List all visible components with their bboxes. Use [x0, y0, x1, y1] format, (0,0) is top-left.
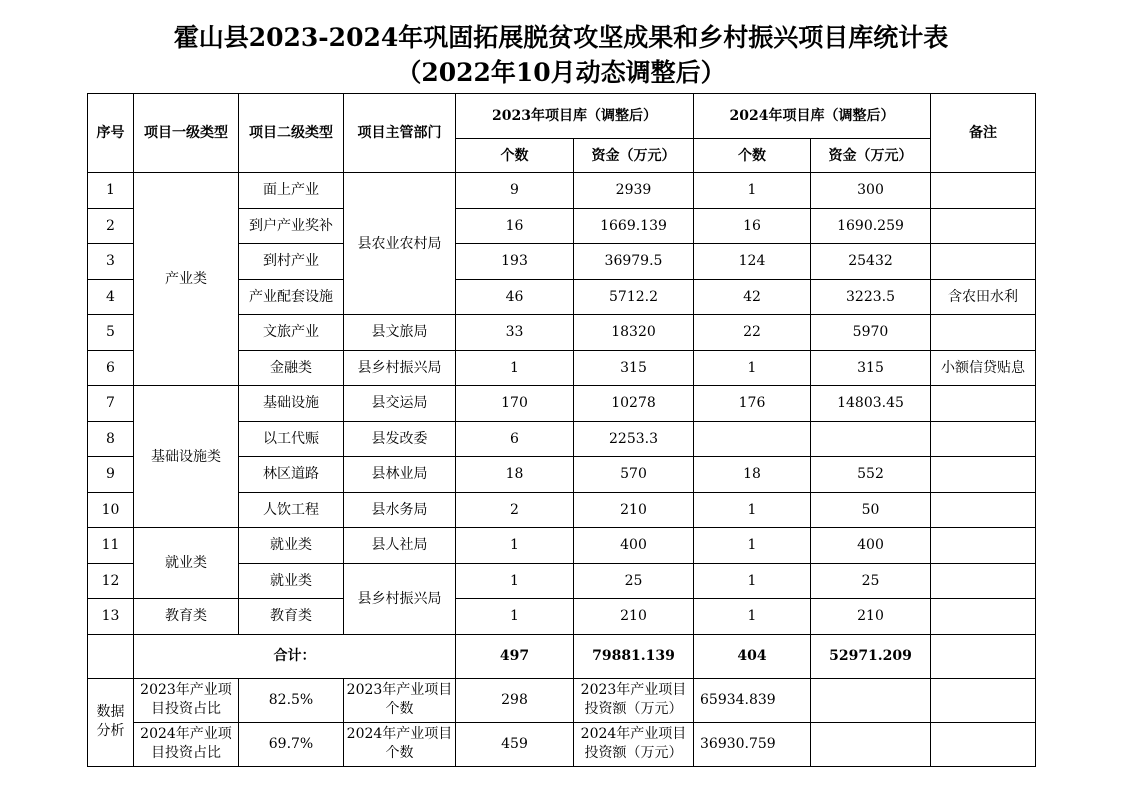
group-infra: 基础设施类: [134, 386, 239, 528]
analysis-count-value: 298: [456, 678, 574, 722]
header-2023-library: 2023年项目库（调整后）: [456, 94, 694, 139]
table-row: [88, 173, 1036, 209]
cell-fund-2024: 5970: [811, 315, 931, 351]
cell-seq: 13: [88, 599, 134, 635]
analysis-ratio-label: 2024年产业项目投资占比: [134, 722, 239, 766]
cell-fund-2024: 400: [811, 528, 931, 564]
cell-type2: 人饮工程: [239, 492, 344, 528]
total-row: [88, 634, 1036, 678]
header-level1-type: 项目一级类型: [134, 94, 239, 173]
cell-seq: 7: [88, 386, 134, 422]
header-row: [88, 94, 1036, 139]
cell-count-2023: 9: [456, 173, 574, 209]
cell-fund-2023: 210: [574, 599, 694, 635]
dept-rural: 县乡村振兴局: [344, 350, 456, 386]
total-count-2023: 497: [456, 634, 574, 678]
cell-fund-2023: 36979.5: [574, 244, 694, 280]
cell-count-2024: 1: [694, 173, 811, 209]
cell-type2: 到村产业: [239, 244, 344, 280]
total-count-2024: 404: [694, 634, 811, 678]
cell-fund-2024: 1690.259: [811, 208, 931, 244]
cell-seq: 10: [88, 492, 134, 528]
cell-remark: [931, 421, 1036, 457]
cell-seq: 11: [88, 528, 134, 564]
cell-remark: [931, 492, 1036, 528]
dept-tourism: 县文旅局: [344, 315, 456, 351]
cell-type2: 就业类: [239, 528, 344, 564]
cell-fund-2023: 400: [574, 528, 694, 564]
analysis-label: 数据分析: [88, 678, 134, 766]
analysis-count-label: 2023年产业项目个数: [344, 678, 456, 722]
cell-fund-2023: 315: [574, 350, 694, 386]
header-2024-library: 2024年项目库（调整后）: [694, 94, 931, 139]
cell-count-2024: 1: [694, 599, 811, 635]
table-row: [88, 386, 1036, 422]
cell-fund-2023: 2939: [574, 173, 694, 209]
analysis-empty-b: [931, 678, 1036, 722]
group-industry: 产业类: [134, 173, 239, 386]
dept-agri: 县农业农村局: [344, 173, 456, 315]
header-remark: 备注: [931, 94, 1036, 173]
header-seq: 序号: [88, 94, 134, 173]
analysis-empty-b: [931, 722, 1036, 766]
dept-water: 县水务局: [344, 492, 456, 528]
cell-count-2024: 1: [694, 350, 811, 386]
header-level2-type: 项目二级类型: [239, 94, 344, 173]
total-fund-2023: 79881.139: [574, 634, 694, 678]
cell-fund-2023: 25: [574, 563, 694, 599]
cell-type2: 到户产业奖补: [239, 208, 344, 244]
analysis-amount-label: 2023年产业项目投资额（万元）: [574, 678, 694, 722]
cell-remark: [931, 208, 1036, 244]
cell-fund-2023: 5712.2: [574, 279, 694, 315]
cell-remark: [931, 528, 1036, 564]
cell-count-2023: 1: [456, 350, 574, 386]
analysis-empty-a: [811, 722, 931, 766]
cell-count-2023: 16: [456, 208, 574, 244]
analysis-amount-value: 36930.759: [694, 722, 811, 766]
header-2024-fund: 资金（万元）: [811, 139, 931, 173]
total-fund-2024: 52971.209: [811, 634, 931, 678]
cell-type2: 文旅产业: [239, 315, 344, 351]
cell-fund-2024: 50: [811, 492, 931, 528]
header-2024-count: 个数: [694, 139, 811, 173]
cell-seq: 9: [88, 457, 134, 493]
cell-seq: 1: [88, 173, 134, 209]
cell-fund-2024: 210: [811, 599, 931, 635]
cell-count-2023: 1: [456, 599, 574, 635]
cell-count-2024: 1: [694, 492, 811, 528]
cell-count-2024: 124: [694, 244, 811, 280]
cell-fund-2023: 210: [574, 492, 694, 528]
cell-fund-2023: 18320: [574, 315, 694, 351]
analysis-ratio-value: 69.7%: [239, 722, 344, 766]
header-department: 项目主管部门: [344, 94, 456, 173]
analysis-empty-a: [811, 678, 931, 722]
cell-count-2024: 1: [694, 528, 811, 564]
cell-fund-2024: [811, 421, 931, 457]
cell-fund-2023: 570: [574, 457, 694, 493]
cell-seq: 5: [88, 315, 134, 351]
cell-count-2024: 22: [694, 315, 811, 351]
analysis-amount-label: 2024年产业项目投资额（万元）: [574, 722, 694, 766]
cell-count-2023: 18: [456, 457, 574, 493]
cell-fund-2023: 2253.3: [574, 421, 694, 457]
cell-remark: [931, 244, 1036, 280]
analysis-row: [88, 678, 1036, 722]
page-subtitle: （2022年10月动态调整后）: [396, 58, 726, 87]
dept-rural-2: 县乡村振兴局: [344, 563, 456, 634]
cell-type2: 林区道路: [239, 457, 344, 493]
cell-count-2023: 6: [456, 421, 574, 457]
cell-type2: 产业配套设施: [239, 279, 344, 315]
analysis-ratio-value: 82.5%: [239, 678, 344, 722]
cell-remark: [931, 457, 1036, 493]
cell-count-2024: [694, 421, 811, 457]
analysis-count-value: 459: [456, 722, 574, 766]
cell-remark: 含农田水利: [931, 279, 1036, 315]
cell-count-2024: 1: [694, 563, 811, 599]
header-2023-count: 个数: [456, 139, 574, 173]
total-empty-seq: [88, 634, 134, 678]
cell-count-2023: 33: [456, 315, 574, 351]
analysis-row: [88, 722, 1036, 766]
cell-fund-2024: 315: [811, 350, 931, 386]
dept-forestry: 县林业局: [344, 457, 456, 493]
cell-remark: [931, 315, 1036, 351]
cell-count-2023: 170: [456, 386, 574, 422]
cell-fund-2024: 300: [811, 173, 931, 209]
project-stats-table: [87, 93, 1036, 767]
cell-fund-2024: 3223.5: [811, 279, 931, 315]
dept-transport: 县交运局: [344, 386, 456, 422]
cell-remark: 小额信贷贴息: [931, 350, 1036, 386]
page-title: 霍山县2023-2024年巩固拓展脱贫攻坚成果和乡村振兴项目库统计表: [173, 23, 949, 52]
cell-count-2023: 2: [456, 492, 574, 528]
cell-seq: 4: [88, 279, 134, 315]
dept-hr: 县人社局: [344, 528, 456, 564]
analysis-count-label: 2024年产业项目个数: [344, 722, 456, 766]
group-employment: 就业类: [134, 528, 239, 599]
cell-seq: 6: [88, 350, 134, 386]
cell-fund-2024: 25: [811, 563, 931, 599]
cell-type2: 教育类: [239, 599, 344, 635]
cell-count-2023: 46: [456, 279, 574, 315]
cell-count-2023: 193: [456, 244, 574, 280]
cell-seq: 3: [88, 244, 134, 280]
cell-type2: 基础设施: [239, 386, 344, 422]
cell-type2: 面上产业: [239, 173, 344, 209]
cell-type2: 就业类: [239, 563, 344, 599]
cell-count-2023: 1: [456, 563, 574, 599]
cell-type2: 以工代赈: [239, 421, 344, 457]
cell-count-2024: 176: [694, 386, 811, 422]
header-2023-fund: 资金（万元）: [574, 139, 694, 173]
cell-seq: 2: [88, 208, 134, 244]
group-education: 教育类: [134, 599, 239, 635]
cell-fund-2024: 25432: [811, 244, 931, 280]
cell-fund-2024: 14803.45: [811, 386, 931, 422]
cell-remark: [931, 563, 1036, 599]
table-row: [88, 528, 1036, 564]
cell-count-2023: 1: [456, 528, 574, 564]
cell-seq: 12: [88, 563, 134, 599]
cell-fund-2023: 1669.139: [574, 208, 694, 244]
cell-remark: [931, 173, 1036, 209]
cell-type2: 金融类: [239, 350, 344, 386]
total-label: 合计：: [134, 634, 456, 678]
total-remark: [931, 634, 1036, 678]
cell-remark: [931, 386, 1036, 422]
cell-fund-2023: 10278: [574, 386, 694, 422]
cell-count-2024: 16: [694, 208, 811, 244]
analysis-amount-value: 65934.839: [694, 678, 811, 722]
table-row: [88, 599, 1036, 635]
analysis-ratio-label: 2023年产业项目投资占比: [134, 678, 239, 722]
cell-remark: [931, 599, 1036, 635]
dept-reform: 县发改委: [344, 421, 456, 457]
cell-count-2024: 42: [694, 279, 811, 315]
cell-count-2024: 18: [694, 457, 811, 493]
cell-fund-2024: 552: [811, 457, 931, 493]
cell-seq: 8: [88, 421, 134, 457]
